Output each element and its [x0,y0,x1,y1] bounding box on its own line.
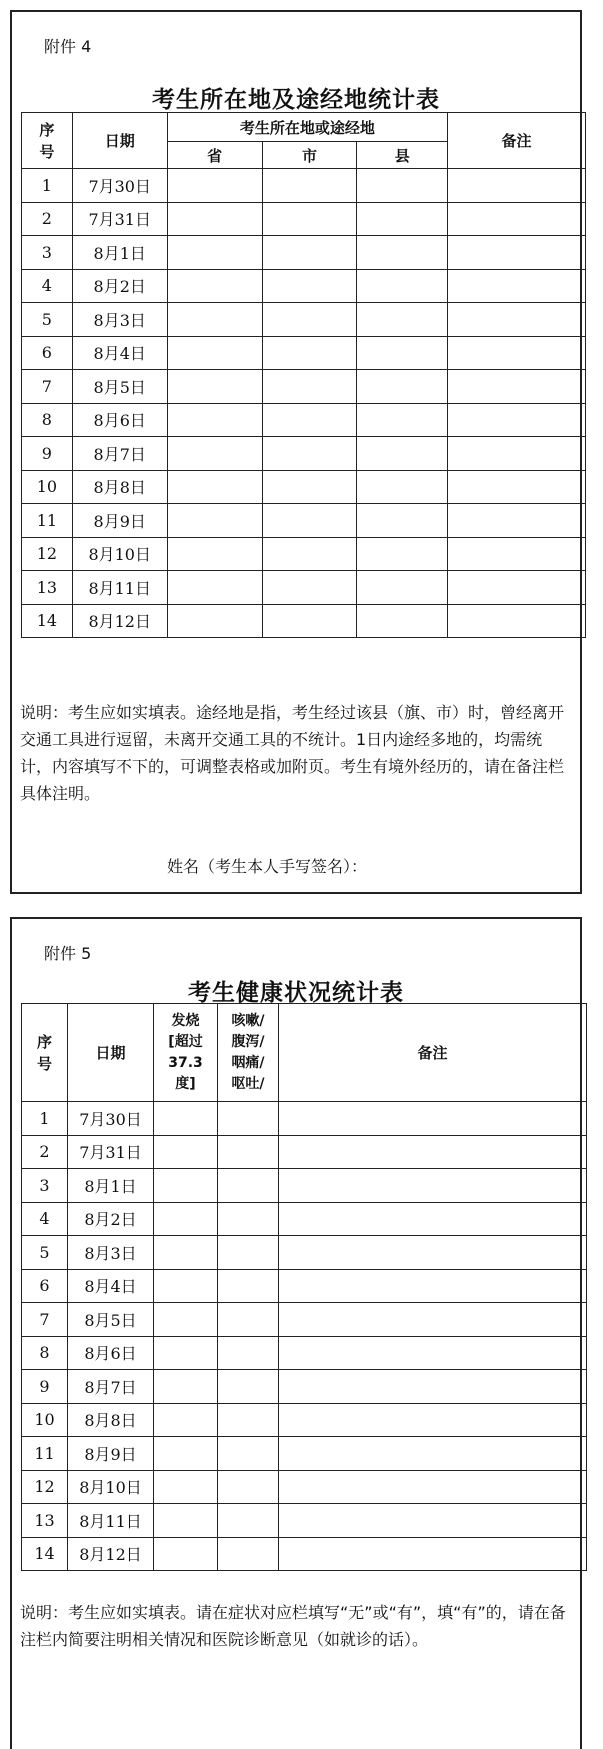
cell-seq: 3 [22,1169,68,1203]
cell-county[interactable] [357,169,448,203]
table-row [22,1135,587,1169]
cell-province[interactable] [167,437,262,471]
cell-date: 8月1日 [72,236,167,270]
cell-city[interactable] [262,403,357,437]
cell-seq: 6 [22,1269,68,1303]
cell-remarks[interactable] [279,1504,587,1538]
cell-city[interactable] [262,437,357,471]
cell-fever[interactable] [154,1169,218,1203]
cell-remarks[interactable] [448,504,586,538]
cell-county[interactable] [357,236,448,270]
location-table-body [22,169,586,638]
cell-date: 8月4日 [72,336,167,370]
table-row [22,1303,587,1337]
cell-date: 8月5日 [72,370,167,404]
table-row [22,1370,587,1404]
cell-remarks[interactable] [279,1135,587,1169]
table-row [22,1437,587,1471]
cell-seq: 3 [22,236,73,270]
cell-date: 7月31日 [72,202,167,236]
cell-fever[interactable] [154,1470,218,1504]
cell-province[interactable] [167,303,262,337]
cell-province[interactable] [167,269,262,303]
cell-date: 8月2日 [68,1202,154,1236]
cell-remarks[interactable] [448,403,586,437]
cell-seq: 2 [22,202,73,236]
cell-city[interactable] [262,504,357,538]
cell-county[interactable] [357,336,448,370]
cell-county[interactable] [357,604,448,638]
cell-county[interactable] [357,470,448,504]
table-row [22,1169,587,1203]
table-row [22,1403,587,1437]
header-city: 市 [262,142,357,169]
cell-remarks[interactable] [279,1403,587,1437]
cell-county[interactable] [357,403,448,437]
cell-remarks[interactable] [279,1336,587,1370]
cell-province[interactable] [167,202,262,236]
cell-province[interactable] [167,604,262,638]
cell-province[interactable] [167,537,262,571]
cell-remarks[interactable] [448,470,586,504]
cell-remarks[interactable] [448,437,586,471]
cell-remarks[interactable] [448,571,586,605]
cell-symptoms[interactable] [218,1269,279,1303]
cell-county[interactable] [357,269,448,303]
cell-date: 8月7日 [72,437,167,471]
table-row [22,202,586,236]
cell-date: 8月9日 [72,504,167,538]
cell-date: 8月8日 [68,1403,154,1437]
cell-fever[interactable] [154,1403,218,1437]
table-row [22,1336,587,1370]
cell-seq: 10 [22,1403,68,1437]
cell-symptoms[interactable] [218,1537,279,1571]
form-health-statistics [10,917,582,1749]
cell-seq: 7 [22,370,73,404]
cell-remarks[interactable] [279,1470,587,1504]
table-row [22,269,586,303]
cell-remarks[interactable] [448,370,586,404]
cell-date: 7月30日 [68,1102,154,1136]
header-province: 省 [167,142,262,169]
cell-symptoms[interactable] [218,1303,279,1337]
cell-county[interactable] [357,202,448,236]
cell-symptoms[interactable] [218,1370,279,1404]
cell-symptoms[interactable] [218,1470,279,1504]
cell-date: 8月11日 [68,1504,154,1538]
cell-city[interactable] [262,169,357,203]
header-seq: 序号 [22,113,73,169]
cell-symptoms[interactable] [218,1336,279,1370]
cell-seq: 9 [22,437,73,471]
header-symptoms: 咳嗽/腹泻/咽痛/呕吐/ [218,1004,279,1102]
cell-city[interactable] [262,604,357,638]
health-table-body [22,1102,587,1571]
cell-province[interactable] [167,470,262,504]
cell-date: 7月30日 [72,169,167,203]
cell-province[interactable] [167,504,262,538]
cell-fever[interactable] [154,1102,218,1136]
table-row [22,336,586,370]
cell-fever[interactable] [154,1336,218,1370]
table-row [22,437,586,471]
cell-remarks[interactable] [448,202,586,236]
cell-fever[interactable] [154,1303,218,1337]
cell-city[interactable] [262,236,357,270]
cell-province[interactable] [167,336,262,370]
cell-fever[interactable] [154,1537,218,1571]
cell-province[interactable] [167,370,262,404]
cell-date: 8月12日 [68,1537,154,1571]
cell-province[interactable] [167,571,262,605]
cell-symptoms[interactable] [218,1504,279,1538]
cell-remarks[interactable] [279,1102,587,1136]
cell-symptoms[interactable] [218,1236,279,1270]
cell-county[interactable] [357,437,448,471]
cell-symptoms[interactable] [218,1135,279,1169]
health-table [21,1003,587,1571]
cell-fever[interactable] [154,1135,218,1169]
cell-county[interactable] [357,571,448,605]
cell-date: 8月4日 [68,1269,154,1303]
cell-remarks[interactable] [448,336,586,370]
cell-symptoms[interactable] [218,1102,279,1136]
cell-remarks[interactable] [448,236,586,270]
cell-seq: 5 [22,1236,68,1270]
cell-seq: 4 [22,269,73,303]
cell-symptoms[interactable] [218,1169,279,1203]
cell-date: 7月31日 [68,1135,154,1169]
header-date: 日期 [72,113,167,169]
header-fever: 发烧[超过37.3度] [154,1004,218,1102]
cell-remarks[interactable] [279,1236,587,1270]
cell-fever[interactable] [154,1437,218,1471]
cell-date: 8月10日 [68,1470,154,1504]
cell-city[interactable] [262,303,357,337]
cell-date: 8月7日 [68,1370,154,1404]
cell-date: 8月3日 [72,303,167,337]
cell-seq: 1 [22,1102,68,1136]
cell-remarks[interactable] [279,1202,587,1236]
header-remarks: 备注 [448,113,586,169]
cell-date: 8月1日 [68,1169,154,1203]
cell-county[interactable] [357,537,448,571]
cell-seq: 10 [22,470,73,504]
form-title: 考生所在地及途经地统计表 [152,86,440,113]
header-date: 日期 [68,1004,154,1102]
cell-date: 8月6日 [68,1336,154,1370]
cell-fever[interactable] [154,1504,218,1538]
cell-city[interactable] [262,370,357,404]
cell-province[interactable] [167,236,262,270]
table-row [22,1236,587,1270]
cell-date: 8月9日 [68,1437,154,1471]
table-row [22,236,586,270]
cell-seq: 6 [22,336,73,370]
cell-province[interactable] [167,169,262,203]
cell-date: 8月10日 [72,537,167,571]
cell-symptoms[interactable] [218,1403,279,1437]
table-row [22,303,586,337]
cell-fever[interactable] [154,1370,218,1404]
cell-remarks[interactable] [448,303,586,337]
table-row [22,504,586,538]
cell-date: 8月5日 [68,1303,154,1337]
cell-city[interactable] [262,537,357,571]
table-row [22,1537,587,1571]
cell-symptoms[interactable] [218,1437,279,1471]
cell-county[interactable] [357,303,448,337]
cell-remarks[interactable] [279,1537,587,1571]
cell-seq: 14 [22,604,73,638]
table-row [22,604,586,638]
cell-remarks[interactable] [279,1169,587,1203]
cell-remarks[interactable] [448,269,586,303]
table-row [22,470,586,504]
cell-date: 8月12日 [72,604,167,638]
header-remarks: 备注 [279,1004,587,1102]
cell-date: 8月8日 [72,470,167,504]
cell-remarks[interactable] [448,537,586,571]
cell-seq: 14 [22,1537,68,1571]
table-row [22,169,586,203]
cell-province[interactable] [167,403,262,437]
header-county: 县 [357,142,448,169]
cell-seq: 12 [22,537,73,571]
cell-seq: 8 [22,1336,68,1370]
table-row [22,1269,587,1303]
table-row [22,1470,587,1504]
table-row [22,403,586,437]
cell-seq: 7 [22,1303,68,1337]
table-row [22,1202,587,1236]
annex-label: 附件 4 [44,37,92,56]
form-title: 考生健康状况统计表 [188,979,404,1006]
cell-seq: 9 [22,1370,68,1404]
header-seq: 序号 [22,1004,68,1102]
cell-seq: 8 [22,403,73,437]
cell-seq: 11 [22,1437,68,1471]
cell-remarks[interactable] [448,604,586,638]
cell-seq: 5 [22,303,73,337]
annex-label: 附件 5 [44,944,92,963]
cell-county[interactable] [357,370,448,404]
table-row [22,370,586,404]
form-location-statistics [10,10,582,894]
cell-remarks[interactable] [279,1370,587,1404]
cell-fever[interactable] [154,1269,218,1303]
cell-remarks[interactable] [448,169,586,203]
table-row [22,1504,587,1538]
table-row [22,1102,587,1136]
cell-city[interactable] [262,202,357,236]
cell-seq: 11 [22,504,73,538]
cell-city[interactable] [262,269,357,303]
cell-date: 8月6日 [72,403,167,437]
cell-city[interactable] [262,571,357,605]
cell-remarks[interactable] [279,1437,587,1471]
cell-seq: 12 [22,1470,68,1504]
cell-seq: 4 [22,1202,68,1236]
signature-line: 姓名（考生本人手写签名）： [167,857,368,876]
cell-city[interactable] [262,470,357,504]
cell-remarks[interactable] [279,1303,587,1337]
header-location-group: 考生所在地或途经地 [167,113,447,142]
cell-date: 8月3日 [68,1236,154,1270]
cell-symptoms[interactable] [218,1202,279,1236]
cell-date: 8月2日 [72,269,167,303]
cell-seq: 2 [22,1135,68,1169]
cell-date: 8月11日 [72,571,167,605]
form-note: 说明：考生应如实填表。途经地是指，考生经过该县（旗、市）时，曾经离开交通工具进行逗留，未离开交通工具的不统计。1日内途经多地的，均需统计，内容填写不下的，可调整表格或加附页。考生有境外经历的，请在备注栏具体注明。 [20,703,565,803]
cell-county[interactable] [357,504,448,538]
cell-fever[interactable] [154,1236,218,1270]
form-note: 说明：考生应如实填表。请在症状对应栏填写“无”或“有”，填“有”的，请在备注栏内简要注明相关情况和医院诊断意见（如就诊的话）。 [20,1603,566,1649]
cell-seq: 13 [22,1504,68,1538]
cell-seq: 13 [22,571,73,605]
cell-seq: 1 [22,169,73,203]
table-row [22,571,586,605]
location-table [21,112,586,638]
cell-remarks[interactable] [279,1269,587,1303]
cell-fever[interactable] [154,1202,218,1236]
cell-city[interactable] [262,336,357,370]
table-row [22,537,586,571]
